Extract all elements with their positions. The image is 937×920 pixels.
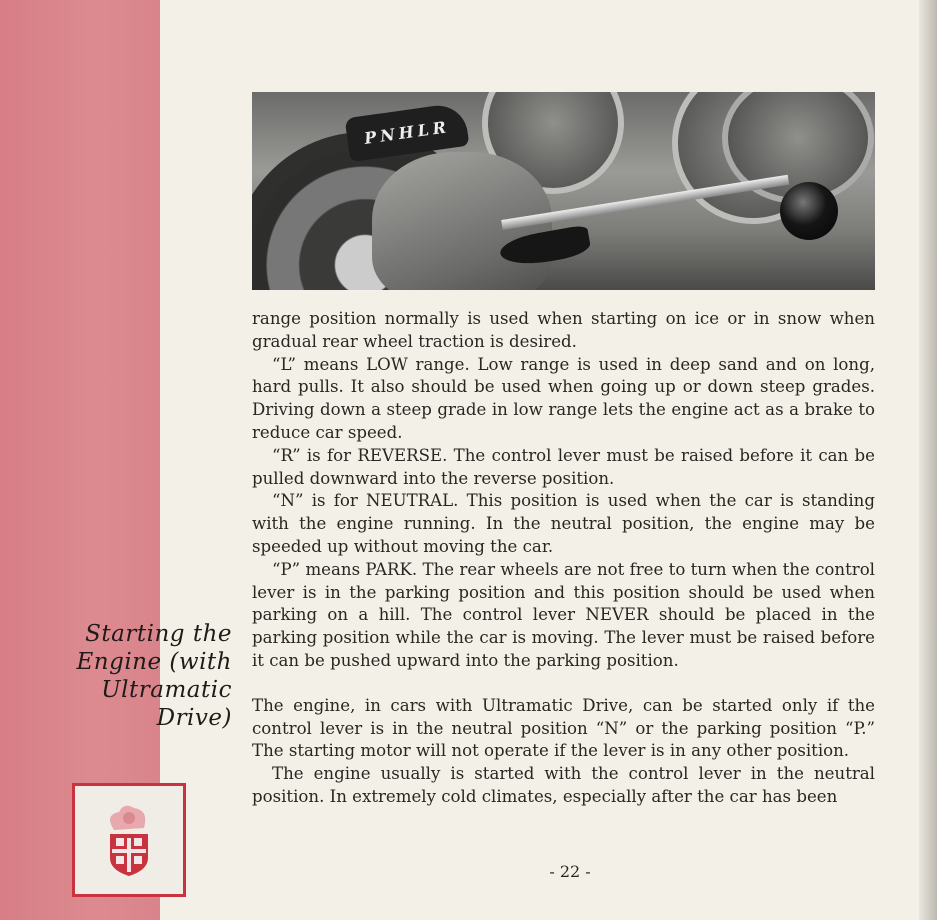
heading-line: Starting the: [85, 621, 232, 647]
gear-range-dial: PNHLR: [345, 102, 470, 162]
body-text: [252, 308, 875, 809]
paragraph: “L” means LOW range. Low range is used in deep sand and on long, hard pulls. It also should be used when going up or down steep grades. Driving down a steep grade in low range lets the engine act as a brake to reduce car speed.: [252, 354, 875, 442]
heading-line: Drive): [156, 705, 232, 731]
paragraph: “R” is for REVERSE. The control lever must be raised before it can be pulled downward into the reverse position.: [252, 445, 875, 488]
paragraph: “N” is for NEUTRAL. This position is used when the car is standing with the engine running. In the neutral position, the engine may be speeded up without moving the car.: [252, 491, 875, 556]
coat-of-arms-icon: [94, 800, 164, 880]
page-fold-edge: [919, 0, 937, 920]
page-number: - 22 -: [549, 862, 591, 881]
pink-margin-band: [0, 0, 160, 920]
heading-line: Engine (with: [76, 649, 232, 675]
paragraph: The engine usually is started with the control lever in the neutral position. In extremely cold climates, especially after the car has been: [252, 764, 875, 806]
steering-column-photo: [252, 92, 875, 290]
lever-knob: [780, 182, 838, 240]
crest-emblem: [72, 783, 186, 897]
paragraph: “P” means PARK. The rear wheels are not free to turn when the control lever is in the parking position and this position should be used when parking on a hill. The control lever NEVER should be placed in the parking position while the car is moving. The lever must be raised before it can be pushed upward into the parking position.: [252, 559, 875, 670]
section-heading: [32, 620, 232, 732]
paragraph: The engine, in cars with Ultramatic Drive, can be started only if the control lever is in the neutral position “N” or the parking position “P.” The starting motor will not operate if the lever is in any other position.: [252, 695, 875, 761]
heading-line: Ultramatic: [101, 677, 232, 703]
paragraph: range position normally is used when starting on ice or in snow when gradual rear wheel traction is desired.: [252, 309, 875, 351]
